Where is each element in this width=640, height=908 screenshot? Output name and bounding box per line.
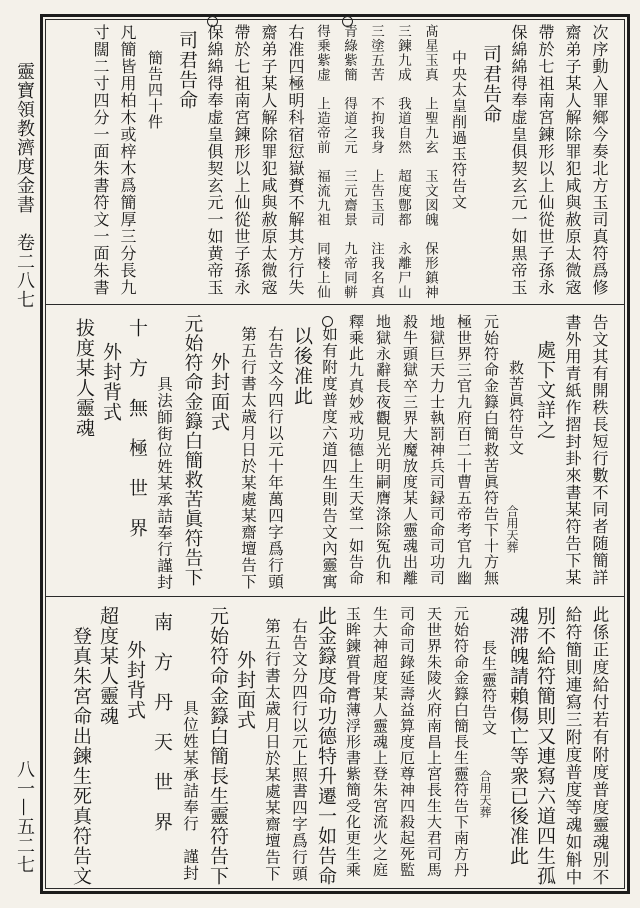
upper-col-13: 齋弟子某人解除罪犯咸與赦原太微宼 [259,24,278,296]
section-divider-lower [45,596,625,597]
lower-col-8: 司命司錄延壽益算度厄尊神四殺起死監 [398,606,416,878]
lower-col-4: 魂滞魄請賴傷亡等衆已後准此 [507,606,529,866]
lower-col-9: 生大神超度某人靈魂上登朱宮流火之庭 [371,606,389,878]
middle-col-15: 外封面式 [208,352,230,432]
lower-col-2: 給符簡則連寫三附度普度等魂如斛中 [563,606,582,886]
lower-col-10: 玉眸鍊質骨膏薄浮形書紫簡受化更生乘 [344,606,362,878]
middle-col-2: 書外用青紙作摺封卦來書某符告下某 [563,314,582,586]
upper-col-14: 帶於七祖南宮鍊形以上仙從世子孫永 [232,24,251,296]
middle-col-3: 處下文詳之 [534,340,556,440]
lower-col-5: 長生靈符告文 [480,640,498,736]
margin-book-title: 靈寶領教濟度金書 卷二八七 [14,62,35,309]
middle-col-14: 第五行書太歳月日於某處某齋壇告下 [239,326,257,590]
middle-col-8: 殺牛頭獄卒三界大魔放度某人靈魂出離 [401,314,419,586]
upper-col-8: 三鍊九成 我道自然 超度鄷都 永離尸山 [395,24,411,300]
middle-col-17: 具法師街位姓某承詰奉行謹封 [155,376,173,591]
middle-col-5: 元始符命金籙白簡救苦眞符告下十方無 [482,314,500,586]
middle-col-18: 十 方 無 極 世 界 [126,318,148,538]
lower-col-7: 天世界朱陵火府南昌上宮長生大君司馬 [425,606,443,878]
middle-col-13: 右告文今四行以元十年萬四字爲行頭 [266,326,284,590]
upper-col-1: 次序動入罪鄉今奏北方玉司真符爲修 [590,24,609,296]
lower-col-18: 外封背式 [124,640,146,720]
upper-col-19: 寸闊二寸四分一面朱書符文一面朱書 [91,24,110,296]
middle-col-10: 釋乘此九真妙戒功德上生天堂一如告命 [347,314,365,586]
upper-col-18: 凡簡皆用柏木或梓木爲簡厚三分長九 [118,24,137,296]
middle-col-4: 救苦眞符告文 [507,360,525,456]
lower-col-3: 別不給符簡則又連寫六道四生孤 [534,606,556,886]
upper-col-17: 簡告四十件 [146,50,164,130]
middle-col-1: 告文其有開秩長短行數不同者随簡詳 [590,314,609,586]
lower-col-19: 超度某人靈魂 [97,606,119,726]
upper-col-11: 得乗紫虚 上造帝前 福流九祖 同楼上仙 [314,24,330,300]
middle-annotation: 合用天葬 [505,505,519,553]
upper-col-7: 髙星玉真 上聖九玄 玉文図魄 保形鎮神 [422,24,438,300]
upper-col-5: 司君告命 [480,44,502,124]
lower-col-16: 具位姓某承詰奉行 謹封 [181,700,199,882]
lower-annotation: 合用天葬 [478,770,492,818]
upper-col-16: 司君告命 [176,30,198,110]
upper-col-10: 青綠紫簡 得道之元 三元齋景 九帝同軿 [341,24,357,300]
middle-col-20: 拔度某人靈魂 [73,318,95,438]
upper-col-12: 右准四極明科宿愆嶽賚不解其方行失 [286,24,305,296]
lower-col-20: 登真朱宮命出鍊生死真符告文 [70,626,92,886]
margin-page-number: 八一—五二七 [14,760,35,874]
lower-col-13: 第五行書太歳月日於某處某齋壇告下 [263,618,281,882]
lower-col-1: 此係正度給付若有附度普度靈魂別不 [590,606,609,886]
upper-col-6: 中央太皇削過玉符告文 [450,50,468,210]
section-divider-upper [45,304,625,305]
middle-col-12: 以後准此 [291,326,313,406]
lower-col-12: 右告文分四行以元上照書四字爲行頭 [290,618,308,882]
middle-col-7: 地獄巨天力士執罰神兵司録司命司功司 [428,314,446,586]
paragraph-circle-marker [207,16,218,27]
upper-col-3: 帶於七祖南宮鍊形以上仙從世子孫永 [536,24,555,296]
middle-col-19: 外封背式 [100,342,122,422]
middle-col-16: 元始符命金籙白簡救苦眞符告下 [182,314,203,587]
middle-col-9: 地獄永辭長夜觀見光明嗣膺涤除冤仇和 [374,314,392,586]
lower-col-17: 南 方 丹 天 世 界 [151,612,173,832]
paragraph-circle-marker [342,16,353,27]
upper-col-15: 保綿綿得奉虚皇俱契玄元一如黄帝玉 [205,24,224,296]
paragraph-circle-marker [322,316,333,327]
lower-col-15: 元始符命金籙白簡長生靈符告下 [207,606,229,886]
middle-col-6: 極世界三官九府百二十曹五帝考官九幽 [455,314,473,586]
upper-col-9: 三塗五苦 不拘我身 上告玉司 注我名真 [368,24,384,300]
middle-col-11: 如有附度普度六道四生則告文內靈寓 [320,326,338,590]
lower-col-14: 外封面式 [234,650,256,730]
lower-col-11: 此金籙度命功德特升遷一如告命 [315,606,337,886]
lower-col-6: 元始符命金籙白簡長生靈符告下南方丹 [452,606,470,878]
upper-col-2: 齋弟子某人解除罪犯咸與赦原太微宼 [563,24,582,296]
upper-col-4: 保綿綿得奉虚皇俱契玄元一如黒帝玉 [509,24,528,296]
